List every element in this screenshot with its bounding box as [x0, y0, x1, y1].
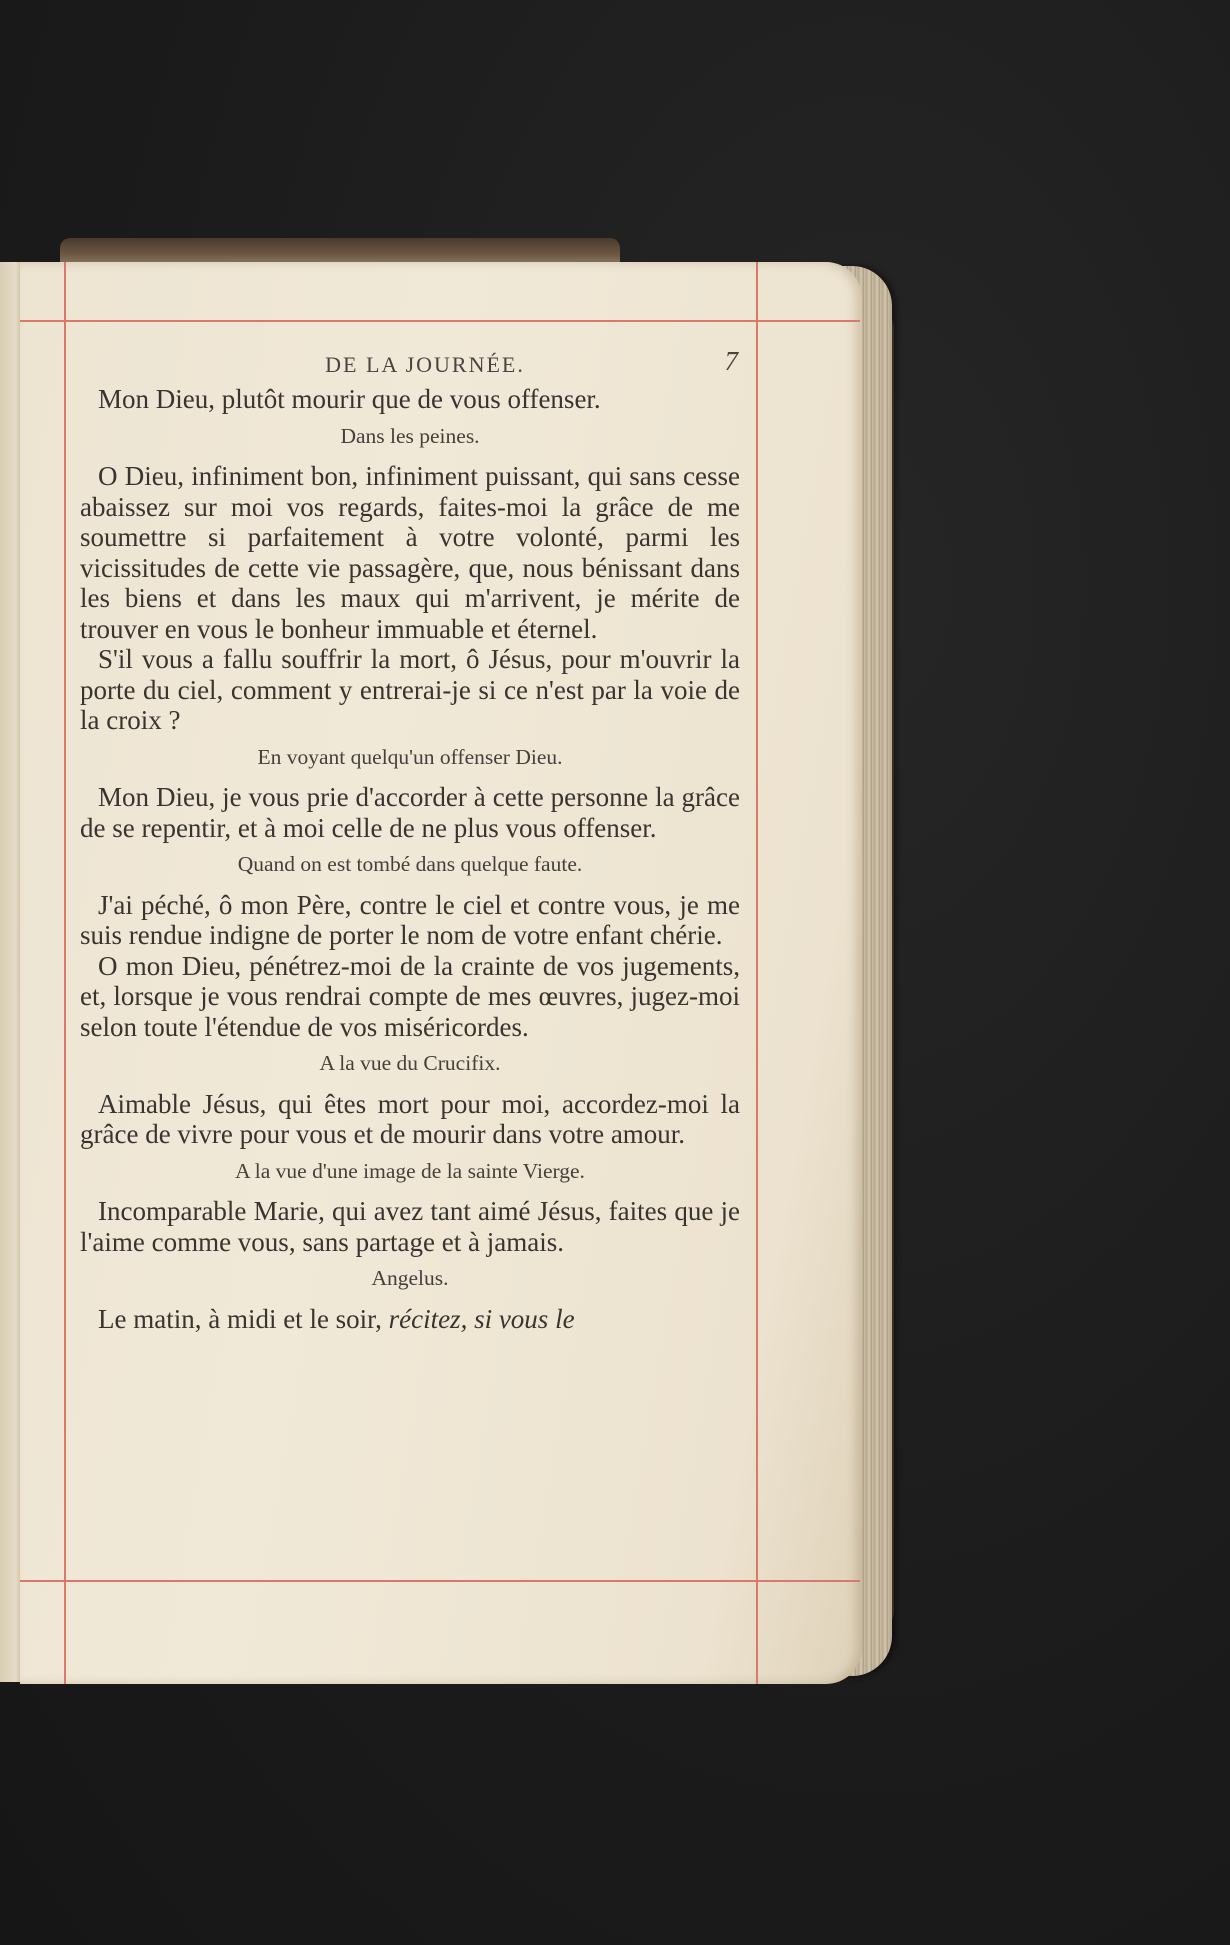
text-paragraph: S'il vous a fallu souffrir la mort, ô Jésus, pour m'ouvrir la porte du ciel, comment y entrerai-je si ce n'est par la voie de la croix ?	[80, 644, 740, 735]
page-number: 7	[724, 346, 740, 376]
text-paragraph: Incomparable Marie, qui avez tant aimé Jésus, faites que je l'aime comme vous, sans partage et à jamais.	[80, 1196, 740, 1257]
section-rubric: En voyant quelqu'un offenser Dieu.	[257, 744, 563, 769]
last-line-roman: Le matin, à midi et le soir,	[98, 1303, 382, 1334]
text-paragraph: Mon Dieu, je vous prie d'accorder à cette personne la grâce de se repentir, et à moi celle de ne plus vous offenser.	[80, 782, 740, 843]
last-line	[80, 1304, 740, 1335]
book-binding-top	[60, 238, 620, 264]
red-rule-bottom	[20, 1580, 860, 1582]
text-paragraph: Mon Dieu, plutôt mourir que de vous offenser.	[98, 384, 601, 414]
section-rubric: Dans les peines.	[340, 423, 480, 448]
section-rubric: A la vue du Crucifix.	[319, 1051, 501, 1075]
text-paragraph: O Dieu, infiniment bon, infiniment puissant, qui sans cesse abaissez sur moi vos regards, faites-moi la grâce de me soumettre si parfaitement à votre volonté, parmi les vicissitudes de cette vie passagère, que, nous bénissant dans les biens et dans les maux qui m'arrivent, je mérite de trouver en vous le bonheur immuable et éternel.	[80, 461, 740, 644]
running-head	[80, 346, 740, 384]
section-rubric: Angelus.	[371, 1266, 449, 1290]
facing-page-edge	[0, 262, 22, 1682]
text-paragraph: J'ai péché, ô mon Père, contre le ciel et contre vous, je me suis rendue indigne de porter le nom de votre enfant chérie.	[80, 889, 740, 950]
text-paragraph: O mon Dieu, pénétrez-moi de la crainte de vos jugements, et, lorsque je vous rendrai compte de mes œuvres, jugez-moi selon toute l'étendue de vos miséricordes.	[80, 950, 740, 1042]
last-line-italic: récitez, si vous le	[388, 1303, 575, 1334]
running-head-title: DE LA JOURNÉE.	[325, 352, 525, 377]
text-paragraph: Aimable Jésus, qui êtes mort pour moi, accordez-moi la grâce de vivre pour vous et de mourir dans votre amour.	[80, 1088, 740, 1149]
red-rule-left	[64, 262, 66, 1684]
section-rubric: Quand on est tombé dans quelque faute.	[237, 852, 583, 876]
book-page	[20, 262, 862, 1684]
red-rule-right	[756, 262, 758, 1684]
page-text	[80, 346, 740, 1334]
section-rubric: A la vue d'une image de la sainte Vierge.	[235, 1158, 585, 1183]
red-rule-top	[20, 320, 860, 322]
